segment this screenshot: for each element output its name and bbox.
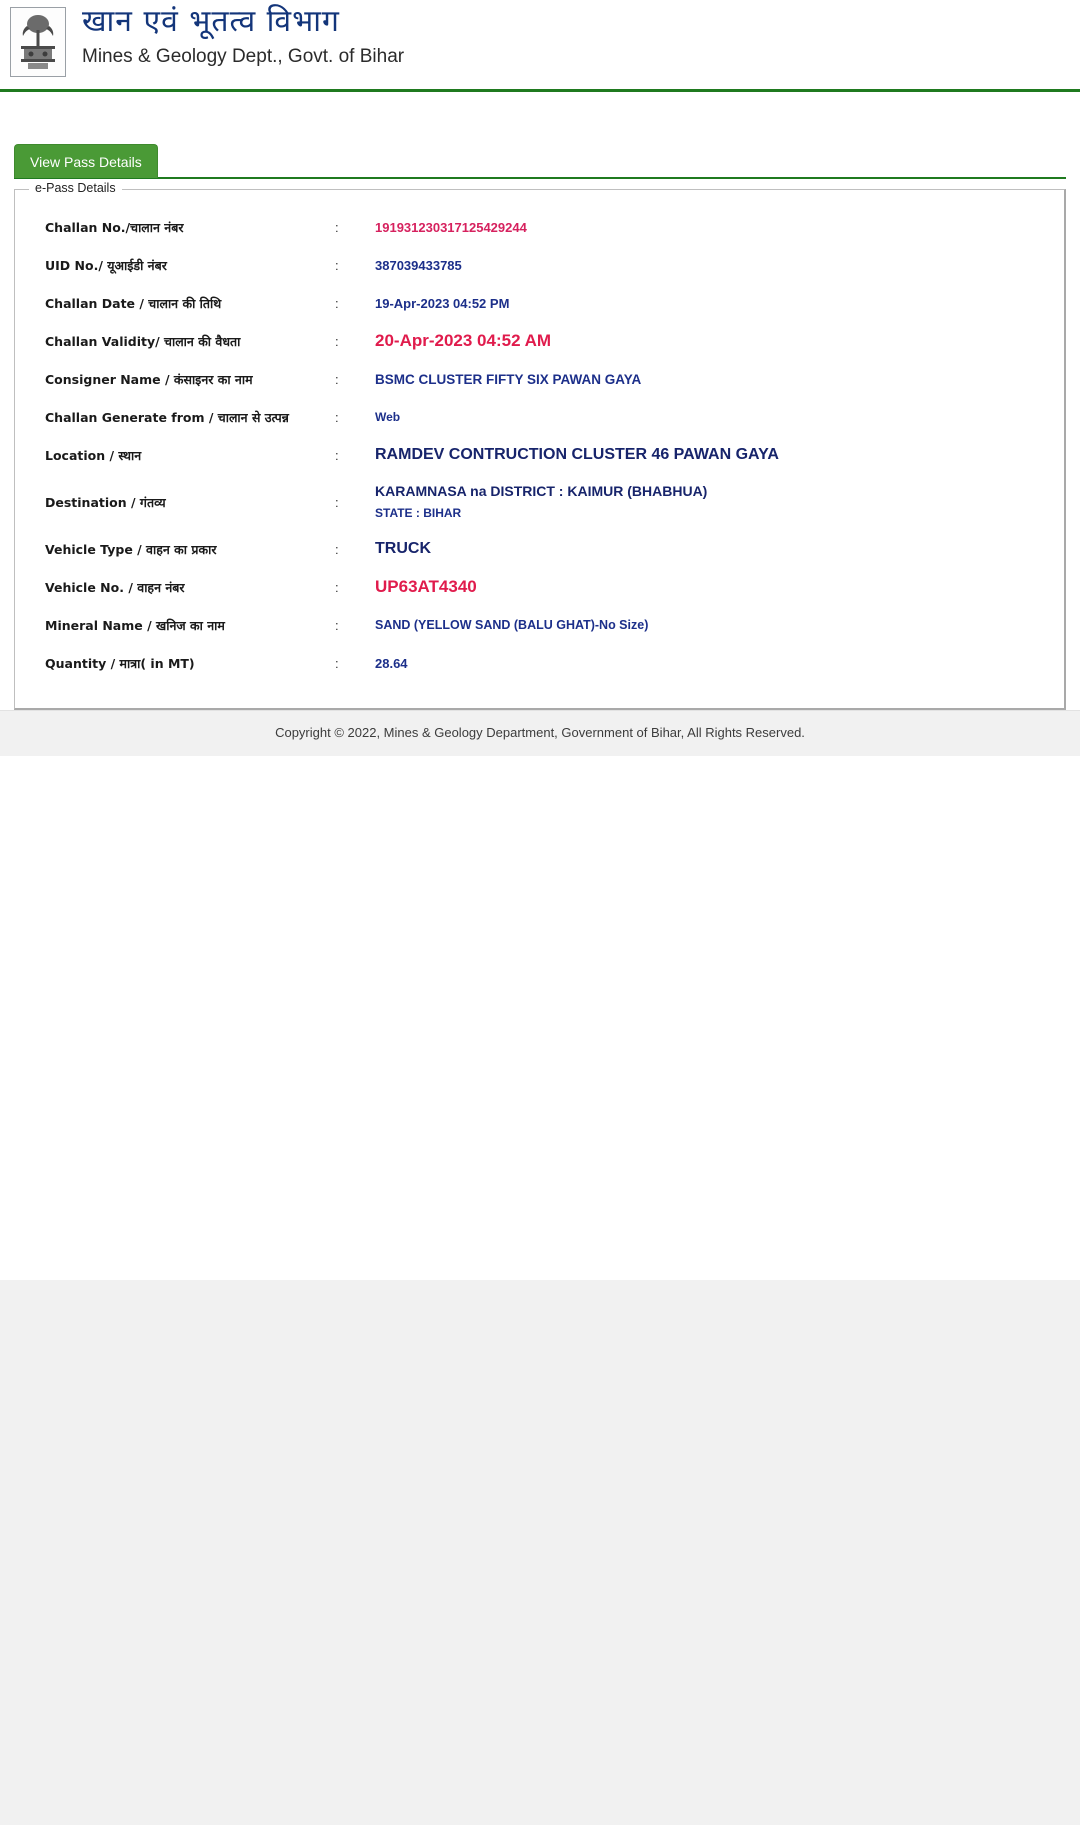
row-colon: : [335, 257, 339, 273]
row-value-quantity: 28.64 [375, 655, 408, 671]
row-colon: : [335, 447, 339, 463]
row-value-mineral-name: SAND (YELLOW SAND (BALU GHAT)-No Size) [375, 618, 649, 632]
panel-legend: e-Pass Details [29, 181, 122, 195]
row-value-vehicle-no: UP63AT4340 [375, 577, 477, 596]
row-colon: : [335, 541, 339, 557]
table-row [15, 644, 1064, 682]
row-label-challan-validity: Challan Validity/ चालान की वैधता [45, 333, 241, 349]
dept-name-hindi: खान एवं भूतत्व विभाग [82, 4, 340, 39]
table-row [15, 284, 1064, 322]
destination-line-2: STATE : BIHAR [375, 506, 462, 520]
table-row [15, 436, 1064, 474]
row-colon: : [335, 371, 339, 387]
table-row [15, 322, 1064, 360]
row-label-uid-no: UID No./ यूआईडी नंबर [45, 257, 167, 273]
row-colon: : [335, 333, 339, 349]
table-row [15, 360, 1064, 398]
row-value-vehicle-type: TRUCK [375, 540, 431, 557]
row-label-mineral-name: Mineral Name / खनिज का नाम [45, 617, 225, 633]
row-colon: : [335, 655, 339, 671]
row-value-challan-date: 19-Apr-2023 04:52 PM [375, 295, 510, 311]
row-value-challan-no: 191931230317125429244 [375, 219, 527, 235]
table-row [15, 398, 1064, 436]
tab-underline [14, 177, 1066, 179]
epass-details-table [15, 208, 1064, 682]
table-row [15, 208, 1064, 246]
site-header [0, 0, 1080, 92]
table-row [15, 530, 1064, 568]
row-label-consigner-name: Consigner Name / कंसाइनर का नाम [45, 371, 253, 387]
row-colon: : [335, 579, 339, 595]
row-label-destination: Destination / गंतव्य [45, 494, 166, 510]
row-label-challan-no: Challan No./चालान नंबर [45, 219, 184, 235]
epass-details-panel [14, 181, 1066, 710]
destination-line-1: KARAMNASA na DISTRICT : KAIMUR (BHABHUA) [375, 483, 708, 499]
row-value-location: RAMDEV CONTRUCTION CLUSTER 46 PAWAN GAYA [375, 446, 779, 463]
page-background [0, 1280, 1080, 1825]
row-value-challan-validity: 20-Apr-2023 04:52 AM [375, 331, 552, 350]
table-row [15, 606, 1064, 644]
table-row [15, 474, 1064, 530]
row-value-destination [361, 474, 1064, 530]
dept-name-english: Mines & Geology Dept., Govt. of Bihar [82, 46, 405, 67]
row-label-vehicle-type: Vehicle Type / वाहन का प्रकार [45, 541, 217, 557]
row-label-vehicle-no: Vehicle No. / वाहन नंबर [45, 579, 185, 595]
table-row [15, 246, 1064, 284]
row-colon: : [335, 295, 339, 311]
tab-view-pass-details[interactable]: View Pass Details [14, 144, 158, 178]
row-label-challan-generate-from: Challan Generate from / चालान से उत्पन्न [45, 409, 289, 425]
row-colon: : [335, 494, 339, 510]
row-colon: : [335, 409, 339, 425]
row-label-quantity: Quantity / मात्रा( in MT) [45, 655, 195, 671]
tab-bar [14, 144, 1080, 179]
row-value-consigner-name: BSMC CLUSTER FIFTY SIX PAWAN GAYA [375, 371, 642, 387]
table-row [15, 568, 1064, 606]
row-value-challan-generate-from: Web [375, 410, 401, 424]
bihar-government-emblem-icon [10, 7, 66, 77]
footer-copyright: Copyright © 2022, Mines & Geology Department, Government of Bihar, All Rights Reserved. [0, 710, 1080, 756]
row-value-uid-no: 387039433785 [375, 257, 462, 273]
row-colon: : [335, 617, 339, 633]
row-label-location: Location / स्थान [45, 447, 142, 463]
row-colon: : [335, 219, 339, 235]
row-label-challan-date: Challan Date / चालान की तिथि [45, 295, 222, 311]
